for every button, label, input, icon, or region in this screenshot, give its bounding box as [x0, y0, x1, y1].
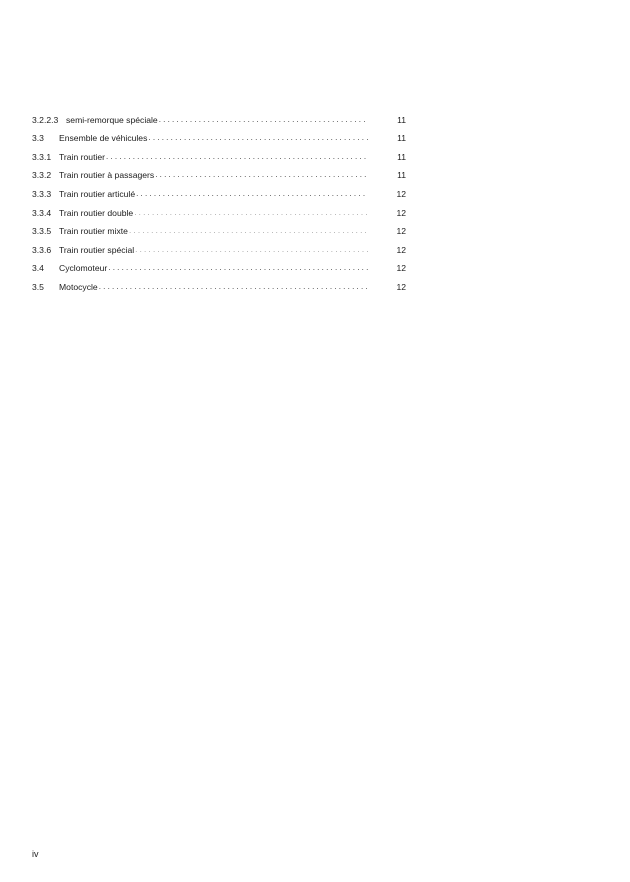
toc-entry-page: 11 [397, 170, 406, 181]
toc-entry-number: 3.4 [32, 263, 44, 274]
toc-entry [32, 162, 406, 181]
toc-entry-title: Motocycle [59, 281, 98, 292]
toc-entry-page: 11 [397, 151, 406, 162]
toc-dot-leader [159, 115, 368, 125]
toc-entry [32, 143, 406, 162]
toc-dot-leader [99, 282, 368, 292]
toc-entry [32, 273, 406, 292]
toc-entry-page: 12 [396, 263, 406, 274]
table-of-contents [32, 106, 406, 292]
toc-entry [32, 180, 406, 199]
toc-entry-number: 3.2.2.3 [32, 114, 59, 125]
toc-entry-title: Train routier articulé [59, 188, 136, 199]
toc-entry-number: 3.3.3 [32, 188, 52, 199]
toc-entry-title: Train routier spécial [59, 244, 135, 255]
toc-entry-number: 3.3.1 [32, 151, 52, 162]
toc-entry-title: Cyclomoteur [59, 263, 108, 274]
toc-entry-title: Train routier [59, 151, 106, 162]
toc-entry-title: Train routier double [59, 207, 134, 218]
toc-entry-number: 3.3 [32, 133, 44, 144]
toc-entry-page: 11 [397, 133, 406, 144]
toc-entry-title: Train routier mixte [59, 226, 128, 237]
toc-dot-leader [155, 170, 368, 180]
toc-dot-leader [134, 208, 368, 218]
toc-entry [32, 255, 406, 274]
toc-dot-leader [136, 189, 368, 199]
toc-entry [32, 106, 406, 125]
toc-entry-number: 3.3.4 [32, 207, 52, 218]
toc-entry [32, 236, 406, 255]
toc-dot-leader [129, 226, 368, 236]
toc-entry-page: 12 [396, 188, 406, 199]
toc-entry-number: 3.3.5 [32, 226, 52, 237]
toc-entry-page: 12 [396, 281, 406, 292]
toc-entry-page: 12 [396, 207, 406, 218]
toc-entry-page: 12 [396, 244, 406, 255]
toc-entry-title: semi-remorque spéciale [66, 114, 158, 125]
toc-entry [32, 218, 406, 237]
toc-entry-page: 12 [396, 226, 406, 237]
toc-entry-number: 3.3.2 [32, 170, 52, 181]
toc-entry-title: Train routier à passagers [59, 170, 155, 181]
toc-dot-leader [135, 245, 368, 255]
toc-dot-leader [148, 133, 368, 143]
toc-entry-number: 3.5 [32, 281, 44, 292]
toc-entry-number: 3.3.6 [32, 244, 52, 255]
toc-dot-leader [108, 263, 368, 273]
toc-entry-title: Ensemble de véhicules [59, 133, 148, 144]
toc-entry-page: 11 [397, 114, 406, 125]
toc-entry [32, 199, 406, 218]
toc-dot-leader [106, 152, 368, 162]
page-number: iv [32, 849, 39, 859]
toc-entry [32, 125, 406, 144]
